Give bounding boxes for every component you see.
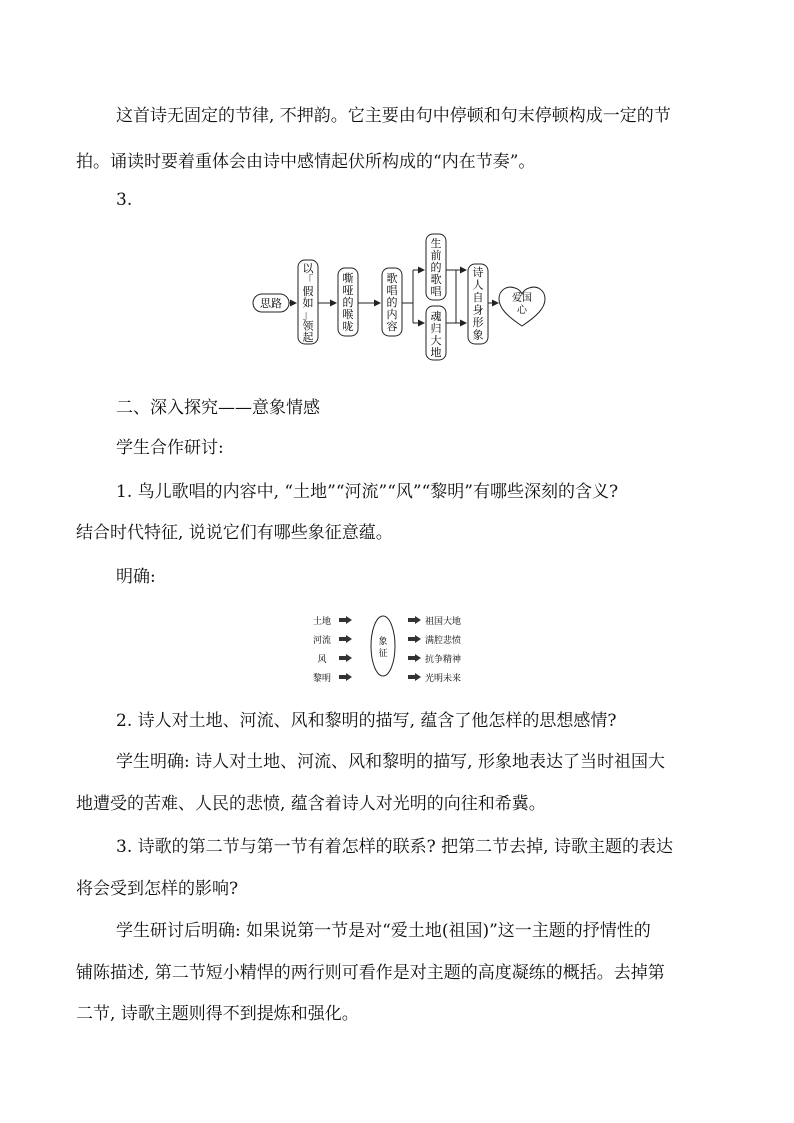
box-poet-image-char: 自 [472,291,484,304]
box-song-content-text [387,271,398,333]
symbol-center-1: 象 [378,637,388,647]
box-jiaru-char: 如 [302,296,314,310]
heart-label-2: 心 [517,305,527,316]
box-poet-image-char: 象 [472,328,484,342]
arrow-right-icon [408,635,421,643]
symbol-term: 黎明 [312,674,332,684]
box-jiaru-char: 领 [302,319,314,333]
box-singing-alive-char: 歌 [430,273,442,286]
item-3-label: 3. [116,190,133,210]
answer-2-line2: 地遭受的苦难、人民的悲愤, 蕴含着诗人对光明的向往和希冀。 [76,794,546,814]
box-soul-returns-text [431,310,442,359]
siluo-label: 思路 [260,297,282,310]
box-poet-image-char: 人 [472,278,484,292]
arrow-right-icon [339,673,352,681]
box-song-content-char: 的 [386,296,398,309]
box-jiaru-char: 起 [302,331,314,344]
box-jiaru-char: 假 [302,285,314,298]
box-jiaru-char: 「 [302,273,314,287]
box-jiaru-text [303,262,315,344]
para1-line2: 拍。诵读时要着重体会由诗中感情起伏所构成的“内在节奏”。 [76,152,536,172]
para1-line1: 这首诗无固定的节律, 不押韵。它主要由句中停顿和句末停顿构成一定的节 [116,106,671,126]
box-song-content-char: 内 [386,308,398,321]
symbol-meaning: 抗争精神 [425,655,462,665]
arrow-right-icon [408,673,421,681]
box-singing-alive-text [431,236,442,298]
box-soul-returns-char: 魂 [430,310,442,323]
arrow-right-icon [339,654,352,662]
symbol-center-2: 征 [378,649,388,659]
cooperation-label: 学生合作研讨: [116,438,224,458]
box-singing-alive-char: 唱 [430,285,442,298]
box-soul-returns-char: 大 [430,334,442,347]
box-poet-image-char: 诗 [472,266,484,279]
box-soul-returns-char: 归 [430,322,442,335]
box-singing-alive-char: 的 [430,261,442,274]
box-song-content-char: 容 [386,320,398,333]
question-1-line2: 结合时代特征, 说说它们有哪些象征意蕴。 [76,523,393,543]
symbol-term: 风 [317,655,327,665]
box-jiaru-char: 」 [302,308,314,321]
heart-label-1: 爱国 [512,293,532,304]
question-2: 2. 诗人对土地、河流、风和黎明的描写, 蕴含了他怎样的思想感情? [116,711,617,731]
box-hoarse-throat-char: 喉 [342,308,354,321]
answer-3-line1: 学生研讨后明确: 如果说第一节是对“爱土地(祖国)”这一主题的抒情性的 [116,921,651,941]
box-soul-returns-char: 地 [430,346,442,359]
box-singing-alive-char: 前 [430,249,442,262]
answer-3-line2: 铺陈描述, 第二节短小精悍的两行则可看作是对主题的高度凝练的概括。去掉第 [76,963,665,983]
box-song-content-char: 歌 [386,272,398,285]
arrow-right-icon [408,616,421,624]
question-1-line1: 1. 鸟儿歌唱的内容中, “土地”“河流”“风”“黎明”有哪些深刻的含义? [116,482,619,502]
symbol-meaning: 满腔悲愤 [425,636,462,646]
thought-flow-diagram [245,228,565,364]
section-2-heading: 二、深入探究——意象情感 [116,398,320,418]
mingque-label: 明确: [116,567,156,587]
box-hoarse-throat-char: 哑 [342,284,354,297]
question-3-line1: 3. 诗歌的第二节与第一节有着怎样的联系? 把第二节去掉, 诗歌主题的表达 [116,837,673,857]
box-poet-image-text [473,265,484,342]
box-hoarse-throat-char: 的 [342,296,354,309]
symbol-meaning: 光明未来 [425,674,462,684]
arrow-right-icon [339,616,352,624]
symbol-term: 河流 [312,636,332,646]
box-song-content-char: 唱 [386,284,398,297]
box-hoarse-throat-char: 嘶 [342,272,354,285]
symbol-meaning: 祖国大地 [425,617,462,627]
box-jiaru-char: 以 [302,262,314,275]
answer-2-line1: 学生明确: 诗人对土地、河流、风和黎明的描写, 形象地表达了当时祖国大 [116,752,665,772]
box-hoarse-throat-text [343,271,354,333]
box-poet-image-char: 形 [472,316,484,329]
symbol-term: 土地 [312,617,332,627]
symbol-diagram [300,606,500,686]
question-3-line2: 将会受到怎样的影响? [76,879,239,899]
arrow-right-icon [408,654,421,662]
answer-3-line3: 二节, 诗歌主题则得不到提炼和强化。 [76,1004,359,1024]
arrow-right-icon [339,635,352,643]
box-singing-alive-char: 生 [430,237,442,250]
box-poet-image-char: 身 [472,303,484,317]
box-hoarse-throat-char: 咙 [342,320,354,333]
